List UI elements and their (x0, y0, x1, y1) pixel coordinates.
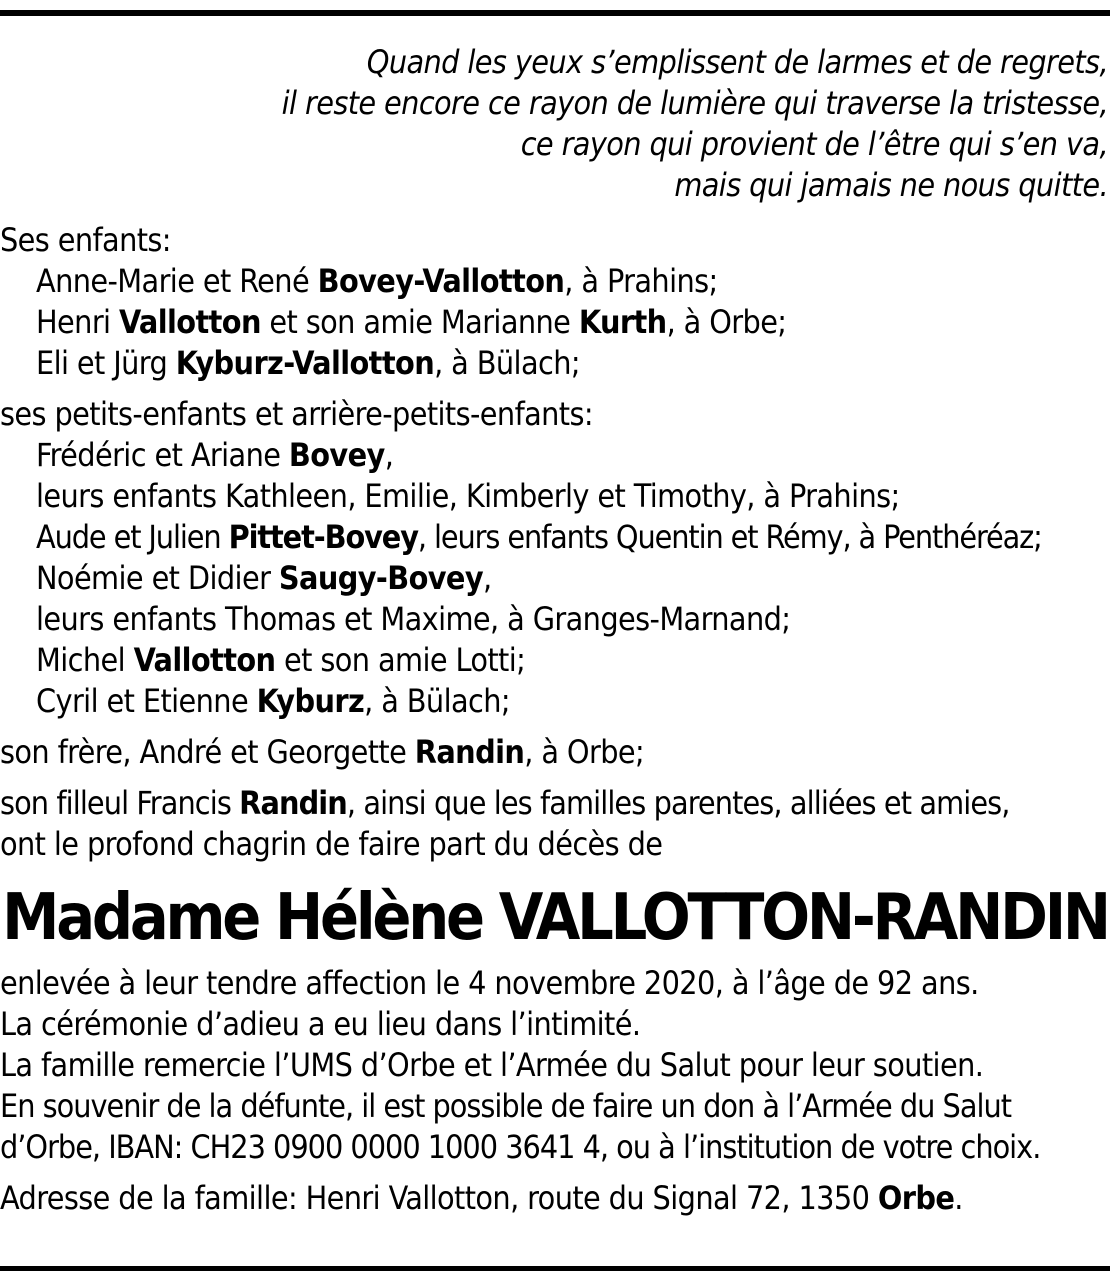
obituary-body (0, 42, 1110, 1219)
family-line: Michel Vallotton et son amie Lotti; (36, 641, 526, 679)
detail-line: d’Orbe, IBAN: CH23 0900 0000 1000 3641 4, ou à l’institution de votre choix. (0, 1128, 1041, 1166)
deceased-name: Madame Hélène VALLOTTON-RANDIN (2, 881, 1108, 955)
announce-line: ont le profond chagrin de faire part du décès de (0, 825, 663, 863)
details-section (0, 963, 1110, 1168)
poem (0, 42, 1110, 206)
family-line: Noémie et Didier Saugy-Bovey, (36, 559, 492, 597)
family-line: Anne-Marie et René Bovey-Vallotton, à Prahins; (36, 262, 718, 300)
detail-line: La famille remercie l’UMS d’Orbe et l’Armée du Salut pour leur soutien. (0, 1046, 984, 1084)
detail-line: enlevée à leur tendre affection le 4 novembre 2020, à l’âge de 92 ans. (0, 964, 979, 1002)
poem-line: Quand les yeux s’emplissent de larmes et de regrets, (366, 43, 1108, 81)
top-rule (0, 10, 1110, 16)
poem-line: ce rayon qui provient de l’être qui s’en va, (520, 125, 1108, 163)
family-line: Frédéric et Ariane Bovey, (36, 436, 394, 474)
family-line: Henri Vallotton et son amie Marianne Kurth, à Orbe; (36, 303, 787, 341)
brother-line: son frère, André et Georgette Randin, à Orbe; (0, 733, 645, 771)
poem-line: mais qui jamais ne nous quitte. (674, 166, 1108, 204)
children-section (0, 220, 1110, 384)
family-line: Eli et Jürg Kyburz-Vallotton, à Bülach; (36, 344, 580, 382)
address-line: Adresse de la famille: Henri Vallotton, route du Signal 72, 1350 Orbe. (0, 1179, 963, 1217)
family-line: Aude et Julien Pittet-Bovey, leurs enfants Quentin et Rémy, à Penthéréaz; (36, 518, 1042, 556)
detail-line: En souvenir de la défunte, il est possible de faire un don à l’Armée du Salut (0, 1087, 1011, 1125)
bottom-rule (0, 1266, 1110, 1271)
poem-line: il reste encore ce rayon de lumière qui traverse la tristesse, (281, 84, 1108, 122)
children-heading: Ses enfants: (0, 221, 171, 259)
godson-line: son filleul Francis Randin, ainsi que les familles parentes, alliées et amies, (0, 784, 1010, 822)
family-line: leurs enfants Kathleen, Emilie, Kimberly et Timothy, à Prahins; (36, 477, 900, 515)
grandchildren-section (0, 394, 1110, 722)
godson-section (0, 783, 1110, 865)
grandchildren-heading: ses petits-enfants et arrière-petits-enfants: (0, 395, 593, 433)
family-line: Cyril et Etienne Kyburz, à Bülach; (36, 682, 510, 720)
family-line: leurs enfants Thomas et Maxime, à Granges-Marnand; (36, 600, 791, 638)
detail-line: La cérémonie d’adieu a eu lieu dans l’intimité. (0, 1005, 641, 1043)
